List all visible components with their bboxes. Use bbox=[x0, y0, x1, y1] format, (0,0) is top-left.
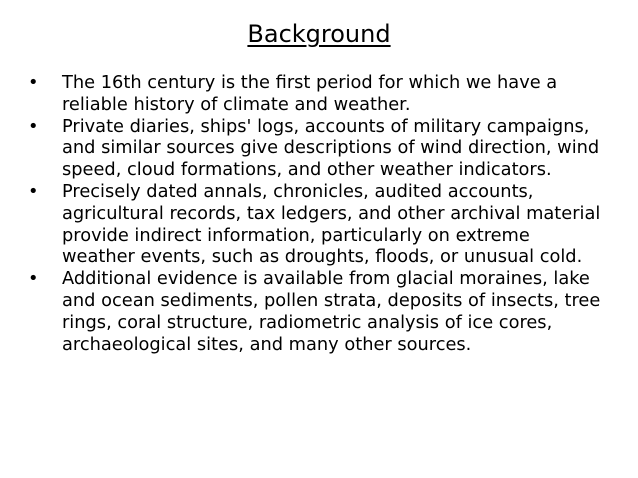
slide-title-text: Background bbox=[247, 20, 391, 48]
bullet-text: Precisely dated annals, chronicles, audited accounts, agricultural records, tax ledgers, and other archival material provide indirect information, particularly on extreme weather events, such as droughts, floods, or unusual cold. bbox=[62, 180, 601, 268]
bullet-item bbox=[28, 116, 603, 181]
bullet-text: The 16th century is the first period for which we have a reliable history of climate and weather. bbox=[62, 72, 558, 115]
bullet-marker: • bbox=[28, 72, 39, 93]
bullet-marker: • bbox=[28, 115, 39, 137]
bullet-item bbox=[28, 72, 603, 116]
bullet-item bbox=[28, 181, 603, 268]
bullet-list bbox=[28, 72, 603, 355]
slide-title bbox=[0, 19, 638, 49]
bullet-text: Additional evidence is available from glacial moraines, lake and ocean sediments, pollen strata, deposits of insects, tree rings, coral structure, radiometric analysis of ice cores, archaeological sites, and many other sources. bbox=[62, 268, 601, 355]
bullet-text: Private diaries, ships' logs, accounts of military campaigns, and similar sources give descriptions of wind direction, wind speed, cloud formations, and other weather indicators. bbox=[62, 115, 600, 181]
bullet-marker: • bbox=[28, 268, 39, 290]
bullet-item bbox=[28, 268, 603, 355]
bullet-marker: • bbox=[28, 180, 39, 202]
